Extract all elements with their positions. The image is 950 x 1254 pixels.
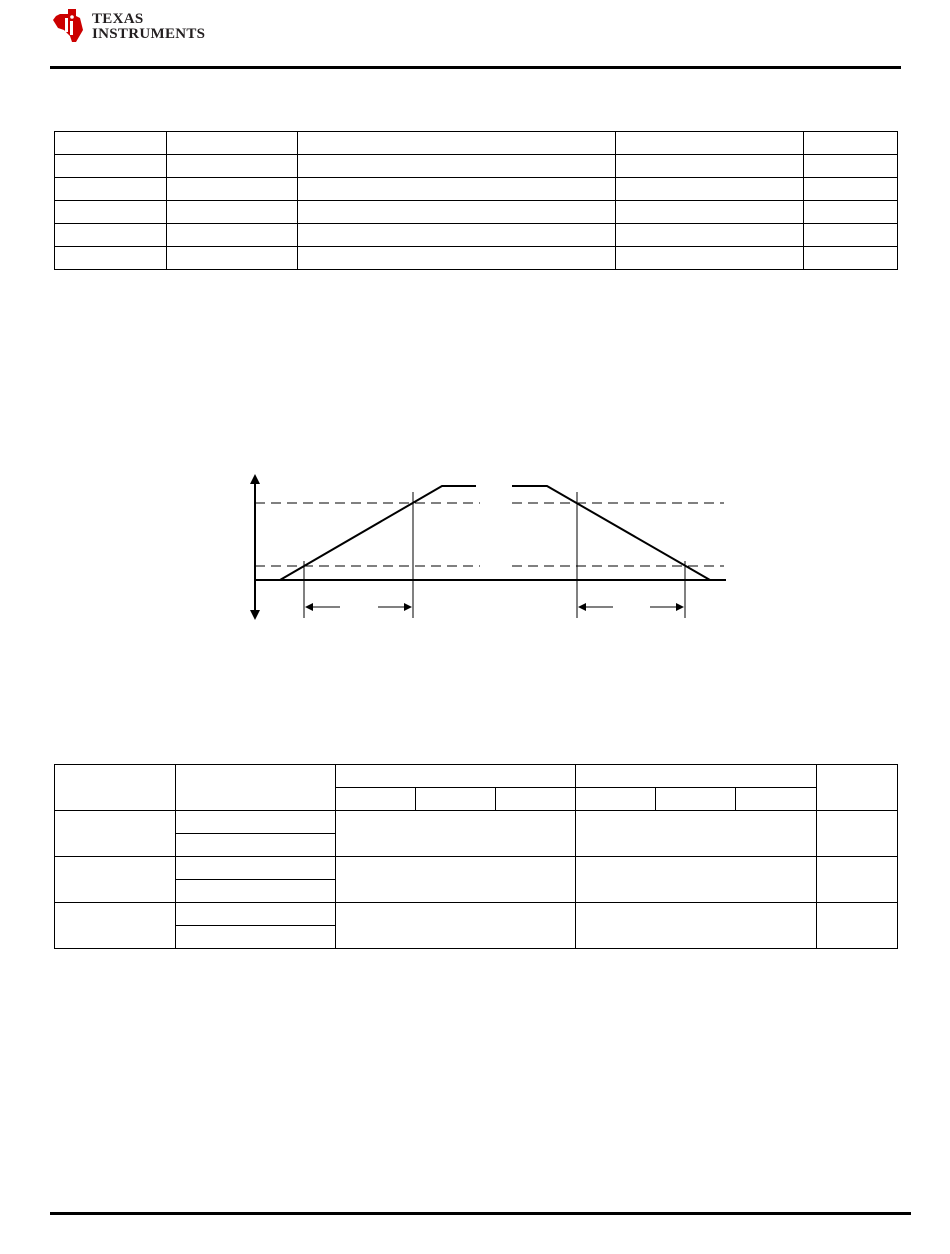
table-cell [55,903,176,949]
table-row [55,857,898,880]
table-cell [817,857,898,903]
table-cell [804,178,898,201]
table-cell [616,132,804,155]
table-cell [336,788,416,811]
table-cell [167,155,298,178]
table-cell [616,155,804,178]
table-cell [298,224,616,247]
table-cell [804,132,898,155]
table-cell [736,788,817,811]
table-cell [656,788,736,811]
table-cell [817,903,898,949]
table-row [55,201,898,224]
table-cell [55,224,167,247]
table-cell [55,132,167,155]
timing-diagram [240,468,740,624]
table-cell [55,811,176,857]
table-cell [336,811,576,857]
table-cell [576,903,817,949]
table-cell [167,178,298,201]
table-cell [55,178,167,201]
axis-arrow-up [250,474,260,484]
table-cell [176,903,336,926]
table-cell [576,788,656,811]
table-cell [298,178,616,201]
table-cell [167,201,298,224]
table-cell [55,857,176,903]
table-cell [176,765,336,811]
table-cell [176,857,336,880]
spec-table-2 [54,764,898,949]
table-cell [55,201,167,224]
table-cell [804,247,898,270]
table-cell [55,765,176,811]
table-row [55,247,898,270]
table-cell [817,811,898,857]
table-cell [336,857,576,903]
table-cell [298,247,616,270]
spec-table-1 [54,131,898,270]
table-cell [416,788,496,811]
table-cell [55,247,167,270]
table-cell [496,788,576,811]
table-row [55,811,898,834]
table-cell [336,903,576,949]
table-cell [336,765,576,788]
table-cell [804,201,898,224]
table-cell [167,224,298,247]
header-rule [50,66,901,69]
table-cell [804,155,898,178]
table-cell [176,811,336,834]
table-cell [576,811,817,857]
table-cell [616,224,804,247]
table-cell [817,765,898,811]
table-cell [298,155,616,178]
brand-line-1: TEXAS [92,11,144,27]
brand-text [92,12,205,42]
table-cell [616,201,804,224]
table-cell [176,880,336,903]
axis-arrow-down [250,610,260,620]
ti-logo [50,6,220,48]
table-cell [616,247,804,270]
table-cell [616,178,804,201]
table-cell [176,926,336,949]
table-row [55,178,898,201]
table-cell [298,201,616,224]
table-row [55,903,898,926]
table-cell [804,224,898,247]
table-row [55,155,898,178]
table-cell [167,132,298,155]
table-cell [167,247,298,270]
table-cell [576,765,817,788]
table-row [55,224,898,247]
table-header-row [55,132,898,155]
footer-rule [50,1212,911,1215]
table-cell [576,857,817,903]
table-cell [298,132,616,155]
table-cell [176,834,336,857]
table-cell [55,155,167,178]
brand-line-2: INSTRUMENTS [92,26,206,42]
table-header-row [55,765,898,788]
